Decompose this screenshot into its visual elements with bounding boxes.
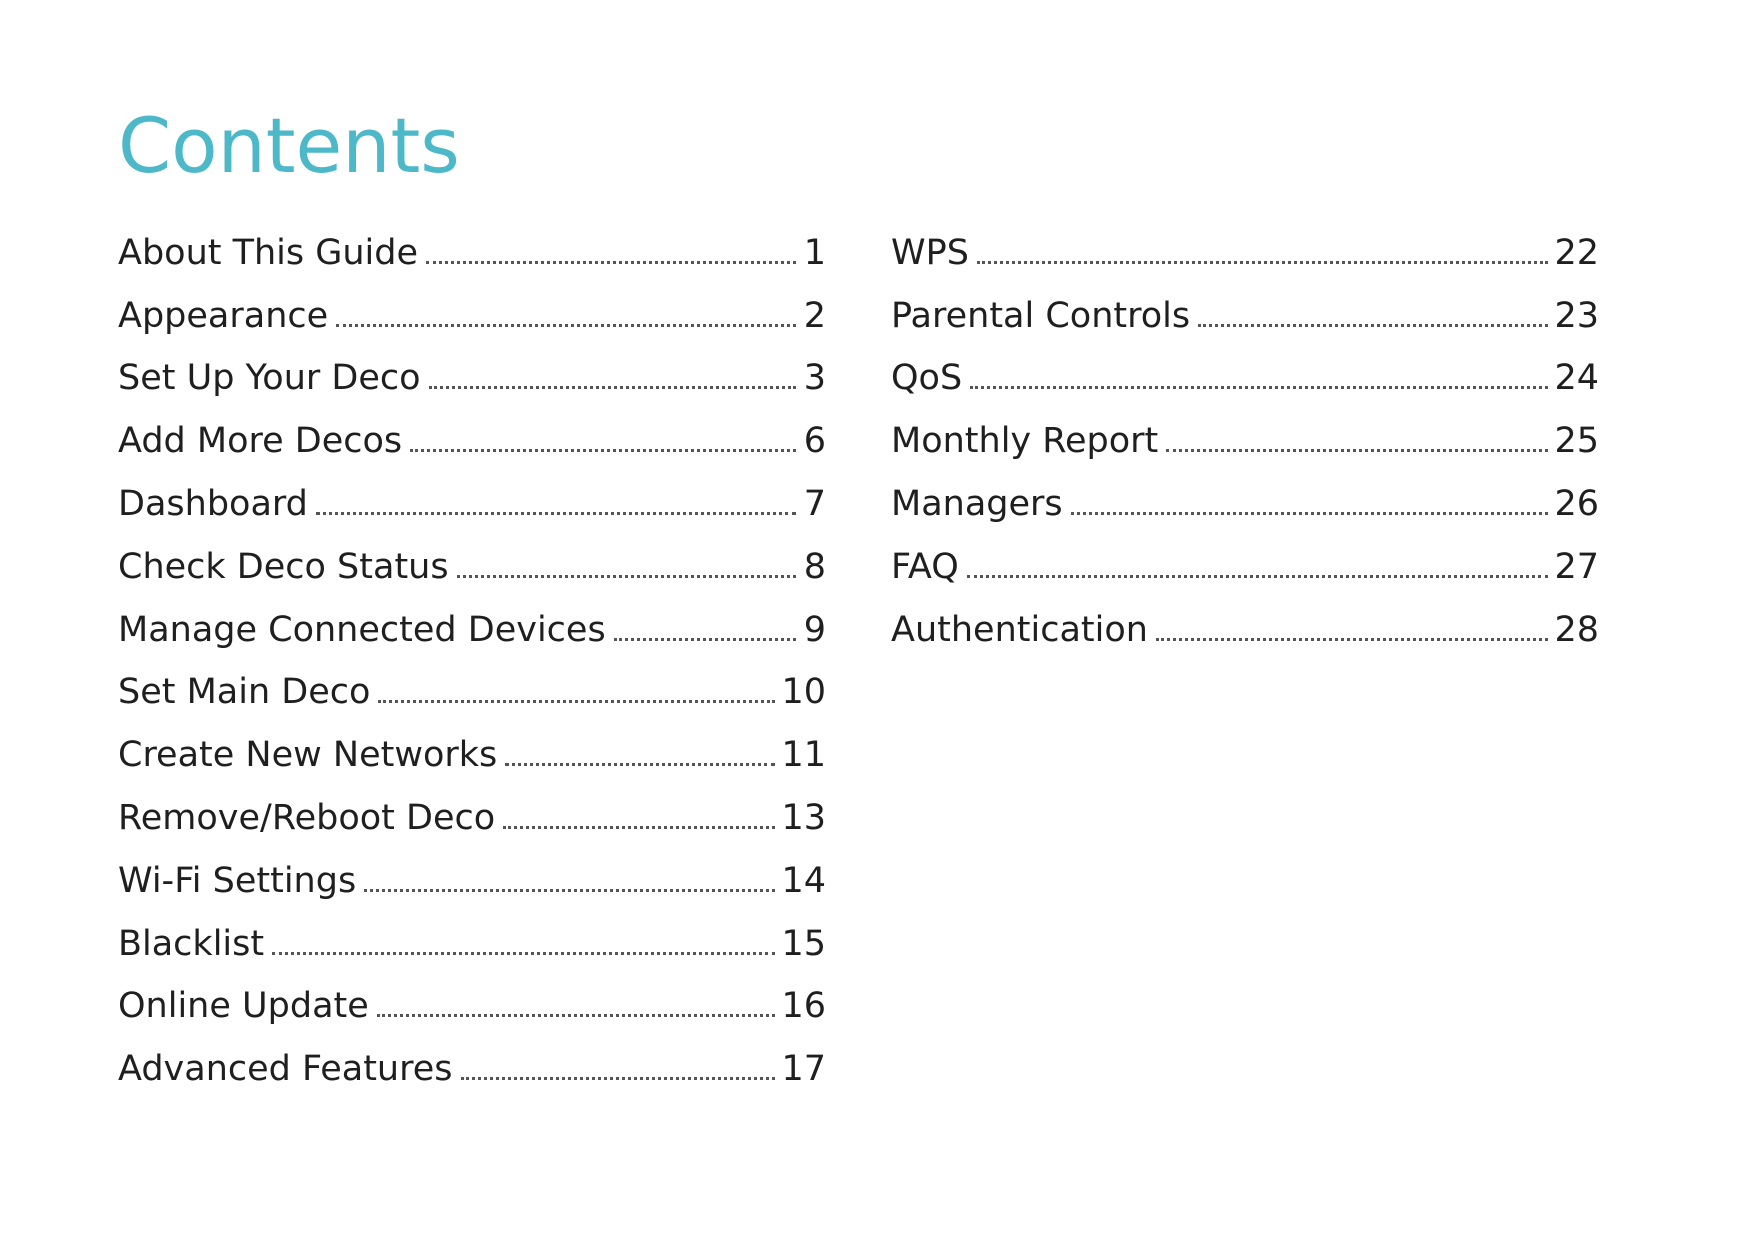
toc-entry-label: Manage Connected Devices [118,609,606,650]
toc-entry[interactable] [118,655,826,718]
toc-entry-label: Monthly Report [891,421,1159,462]
toc-page-number: 15 [781,923,826,964]
dot-leader [614,638,796,641]
toc-entry-label: Add More Decos [118,421,403,462]
toc-entry-label: Dashboard [118,483,308,524]
toc-entry-label: Check Deco Status [118,546,449,587]
toc-entry-label: Advanced Features [118,1049,453,1090]
toc-page-number: 16 [781,986,826,1027]
toc-entry[interactable] [118,1031,826,1094]
toc-entry-label: WPS [891,232,969,273]
dot-leader [272,952,775,955]
toc-entry-label: Parental Controls [891,295,1191,336]
toc-entry[interactable] [118,341,826,404]
toc-entry-label: Authentication [891,609,1148,650]
dot-leader [378,700,775,703]
toc-page-number: 22 [1554,232,1599,273]
toc-entry-label: Online Update [118,986,369,1027]
page-title: Contents [118,101,460,190]
toc-entry-label: Remove/Reboot Deco [118,797,496,838]
dot-leader [1198,324,1548,327]
dot-leader [461,1077,776,1080]
toc-entry[interactable] [118,780,826,843]
toc-entry[interactable] [891,341,1599,404]
toc-page-number: 8 [803,546,826,587]
toc-entry[interactable] [118,278,826,341]
toc-entry[interactable] [118,906,826,969]
toc-entry-label: Blacklist [118,923,265,964]
toc-page-number: 14 [781,860,826,901]
toc-page-number: 23 [1554,295,1599,336]
dot-leader [336,324,796,327]
toc-entry-label: Appearance [118,295,329,336]
toc-entry-label: Set Main Deco [118,672,371,713]
toc-column-right [891,215,1599,655]
toc-page-number: 10 [781,672,826,713]
toc-page-number: 7 [803,483,826,524]
dot-leader [503,826,775,829]
dot-leader [967,575,1549,578]
toc-entry[interactable] [891,529,1599,592]
toc-entry[interactable] [118,843,826,906]
toc-entry-label: About This Guide [118,232,419,273]
dot-leader [977,261,1549,264]
toc-page-number: 26 [1554,483,1599,524]
toc-entry[interactable] [118,592,826,655]
toc-entry[interactable] [891,592,1599,655]
toc-page-number: 1 [803,232,826,273]
toc-entry[interactable] [118,529,826,592]
toc-page-number: 3 [803,358,826,399]
toc-page-number: 28 [1554,609,1599,650]
toc-entry[interactable] [118,466,826,529]
toc-entry-label: Wi-Fi Settings [118,860,357,901]
toc-page-number: 9 [803,609,826,650]
dot-leader [410,449,796,452]
dot-leader [426,261,796,264]
dot-leader [316,512,796,515]
dot-leader [457,575,796,578]
toc-page-number: 17 [781,1049,826,1090]
toc-page-number: 11 [781,735,826,776]
toc-entry[interactable] [891,403,1599,466]
toc-page-number: 6 [803,421,826,462]
toc-entry-label: Set Up Your Deco [118,358,421,399]
toc-entry[interactable] [118,403,826,466]
toc-page-number: 24 [1554,358,1599,399]
toc-entry[interactable] [891,215,1599,278]
toc-column-left [118,215,826,1094]
dot-leader [1166,449,1548,452]
toc-page-number: 27 [1554,546,1599,587]
toc-entry-label: QoS [891,358,963,399]
dot-leader [429,386,796,389]
dot-leader [377,1014,776,1017]
dot-leader [970,386,1548,389]
toc-entry-label: Create New Networks [118,735,498,776]
dot-leader [1156,638,1549,641]
toc-page-number: 25 [1554,421,1599,462]
dot-leader [505,763,775,766]
dot-leader [364,889,775,892]
toc-page-number: 13 [781,797,826,838]
dot-leader [1071,512,1549,515]
toc-entry[interactable] [891,278,1599,341]
toc-entry-label: Managers [891,483,1063,524]
toc-page-number: 2 [803,295,826,336]
toc-entry[interactable] [118,969,826,1032]
toc-entry-label: FAQ [891,546,959,587]
toc-entry[interactable] [118,215,826,278]
toc-entry[interactable] [118,717,826,780]
toc-entry[interactable] [891,466,1599,529]
